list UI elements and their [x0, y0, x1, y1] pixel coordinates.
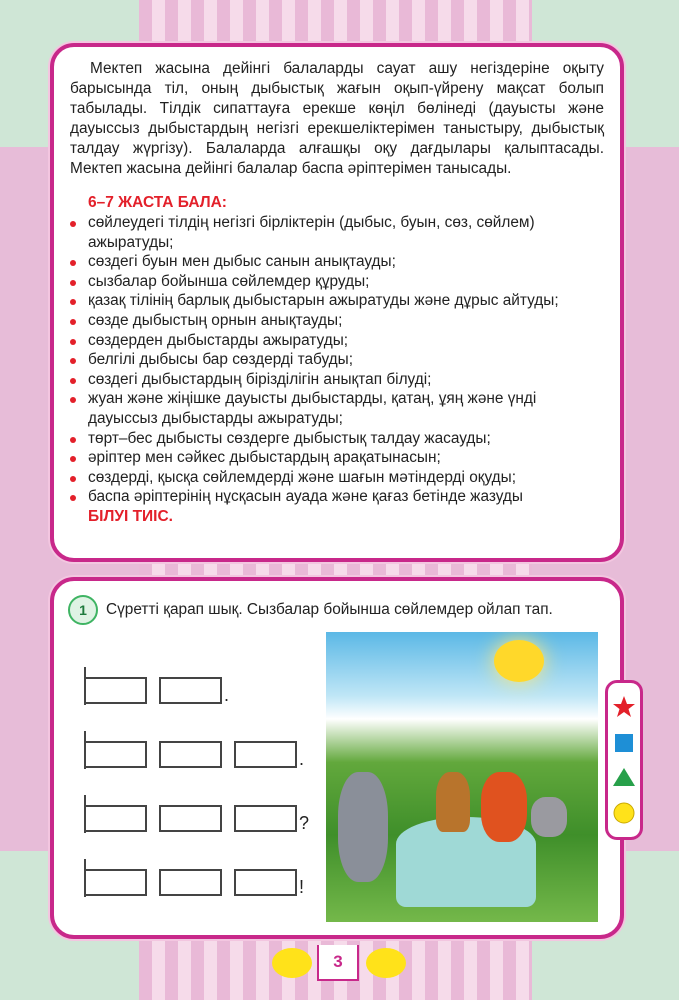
list-item-text: сөйлеудегі тілдің негізгі бірліктерін (дыбыс, буын, сөз, сөйлем) ажыратуды; — [88, 214, 535, 251]
bullet-icon — [70, 378, 76, 384]
list-item-text: баспа әріптерінің нұсқасын ауада және қағаз бетінде жазуды — [88, 488, 523, 506]
bullet-icon — [70, 299, 76, 305]
scheme-row — [84, 805, 309, 832]
list-item — [70, 213, 604, 252]
list-item — [70, 389, 604, 428]
bullet-icon — [70, 280, 76, 286]
list-item-text: сөзде дыбыстың орнын анықтауды; — [88, 311, 343, 329]
mouse-image — [531, 797, 567, 837]
task-text: Сүретті қарап шық. Сызбалар бойынша сөйлемдер ойлап тап. — [106, 601, 553, 618]
section-heading: 6–7 ЖАСТА БАЛА: — [88, 194, 227, 211]
punctuation-mark: . — [224, 685, 230, 705]
list-item-text: сөздегі буын мен дыбыс санын анықтауды; — [88, 253, 396, 271]
task-panel — [50, 577, 624, 939]
word-box[interactable] — [84, 869, 147, 896]
intro-paragraph: Мектеп жасына дейінгі балаларды сауат ашу негіздеріне оқыту барысында тіл, оның дыбыстық жағын оқып-үйрену мақсат болып табылады. Тілдік сипаттауға ерекше көңіл бөлінеді (дауысты және дауыссыз дыбыстардың негізгі ерекшеліктерімен таныстыру, дыбыстық талдау жүргізу). Балаларда алғашқы оқу дағдылары қалыптасады. Мектеп жасына дейінгі балалар баспа әріптерімен танысады. — [70, 60, 604, 177]
word-box[interactable] — [84, 805, 147, 832]
list-item-text: қазақ тілінің барлық дыбыстарын ажыратуды және дұрыс айтуды; — [88, 292, 559, 310]
triangle-icon — [612, 766, 636, 788]
word-box[interactable] — [159, 869, 222, 896]
word-box[interactable] — [234, 741, 297, 768]
list-item — [70, 429, 604, 449]
list-item-text: сөздерді, қысқа сөйлемдерді және шағын мәтіндерді оқуды; — [88, 468, 516, 486]
word-box[interactable] — [234, 805, 297, 832]
circle-icon — [612, 801, 636, 825]
word-box[interactable] — [84, 677, 147, 704]
chick-right-image — [366, 948, 406, 978]
list-item-text: сөздерден дыбыстарды ажыратуды; — [88, 331, 349, 349]
hare-image — [338, 772, 388, 882]
intro-panel — [50, 43, 624, 562]
list-item-text: сөздегі дыбыстардың бірізділігін анықтап білуді; — [88, 370, 432, 388]
list-item — [70, 311, 604, 331]
list-item — [70, 468, 604, 488]
bullet-icon — [70, 358, 76, 364]
list-item-text: белгілі дыбысы бар сөздерді табуды; — [88, 351, 353, 369]
list-item-text: төрт–бес дыбысты сөздерге дыбыстық талдау жасауды; — [88, 429, 491, 447]
square-icon — [613, 732, 635, 754]
word-box[interactable] — [234, 869, 297, 896]
list-item — [70, 272, 604, 292]
word-box[interactable] — [159, 741, 222, 768]
skills-list — [70, 213, 604, 507]
bullet-icon — [70, 495, 76, 501]
list-item-text: сызбалар бойынша сөйлемдер құруды; — [88, 272, 370, 290]
squirrel-image — [481, 772, 527, 842]
bullet-icon — [70, 476, 76, 482]
chick-left-image — [272, 948, 312, 978]
task-number-badge: 1 — [68, 595, 98, 625]
must-know-label: БІЛУІ ТИІС. — [88, 507, 173, 525]
bullet-icon — [70, 260, 76, 266]
sentence-start-mark — [84, 731, 86, 769]
sun-image — [494, 640, 544, 682]
scheme-row — [84, 741, 304, 768]
bullet-icon — [70, 456, 76, 462]
sentence-start-mark — [84, 795, 86, 833]
illustration-tea-party — [326, 632, 598, 922]
bullet-icon — [70, 319, 76, 325]
samovar-image — [436, 772, 470, 832]
word-box[interactable] — [159, 805, 222, 832]
list-item — [70, 448, 604, 468]
list-item — [70, 370, 604, 390]
bullet-icon — [70, 339, 76, 345]
word-box[interactable] — [84, 741, 147, 768]
punctuation-mark: ! — [299, 877, 305, 897]
list-item — [70, 350, 604, 370]
list-item — [70, 252, 604, 272]
sentence-start-mark — [84, 667, 86, 705]
bullet-icon — [70, 221, 76, 227]
shape-tab — [605, 680, 643, 840]
list-item-text: жуан және жіңішке дауысты дыбыстарды, қатаң, ұяң және үнді дауыссыз дыбыстарды ажыратуды; — [88, 390, 537, 427]
list-item — [70, 331, 604, 351]
task-header — [68, 595, 553, 625]
scheme-row — [84, 869, 304, 896]
punctuation-mark: ? — [299, 813, 310, 833]
star-icon — [612, 695, 636, 719]
punctuation-mark: . — [299, 749, 305, 769]
scheme-row — [84, 677, 229, 704]
word-box[interactable] — [159, 677, 222, 704]
list-item-text: әріптер мен сәйкес дыбыстардың арақатынасын; — [88, 449, 441, 467]
list-item — [70, 291, 604, 311]
sentence-start-mark — [84, 859, 86, 897]
page-number: 3 — [317, 945, 359, 981]
bullet-icon — [70, 397, 76, 403]
bullet-icon — [70, 437, 76, 443]
list-item — [70, 487, 604, 507]
